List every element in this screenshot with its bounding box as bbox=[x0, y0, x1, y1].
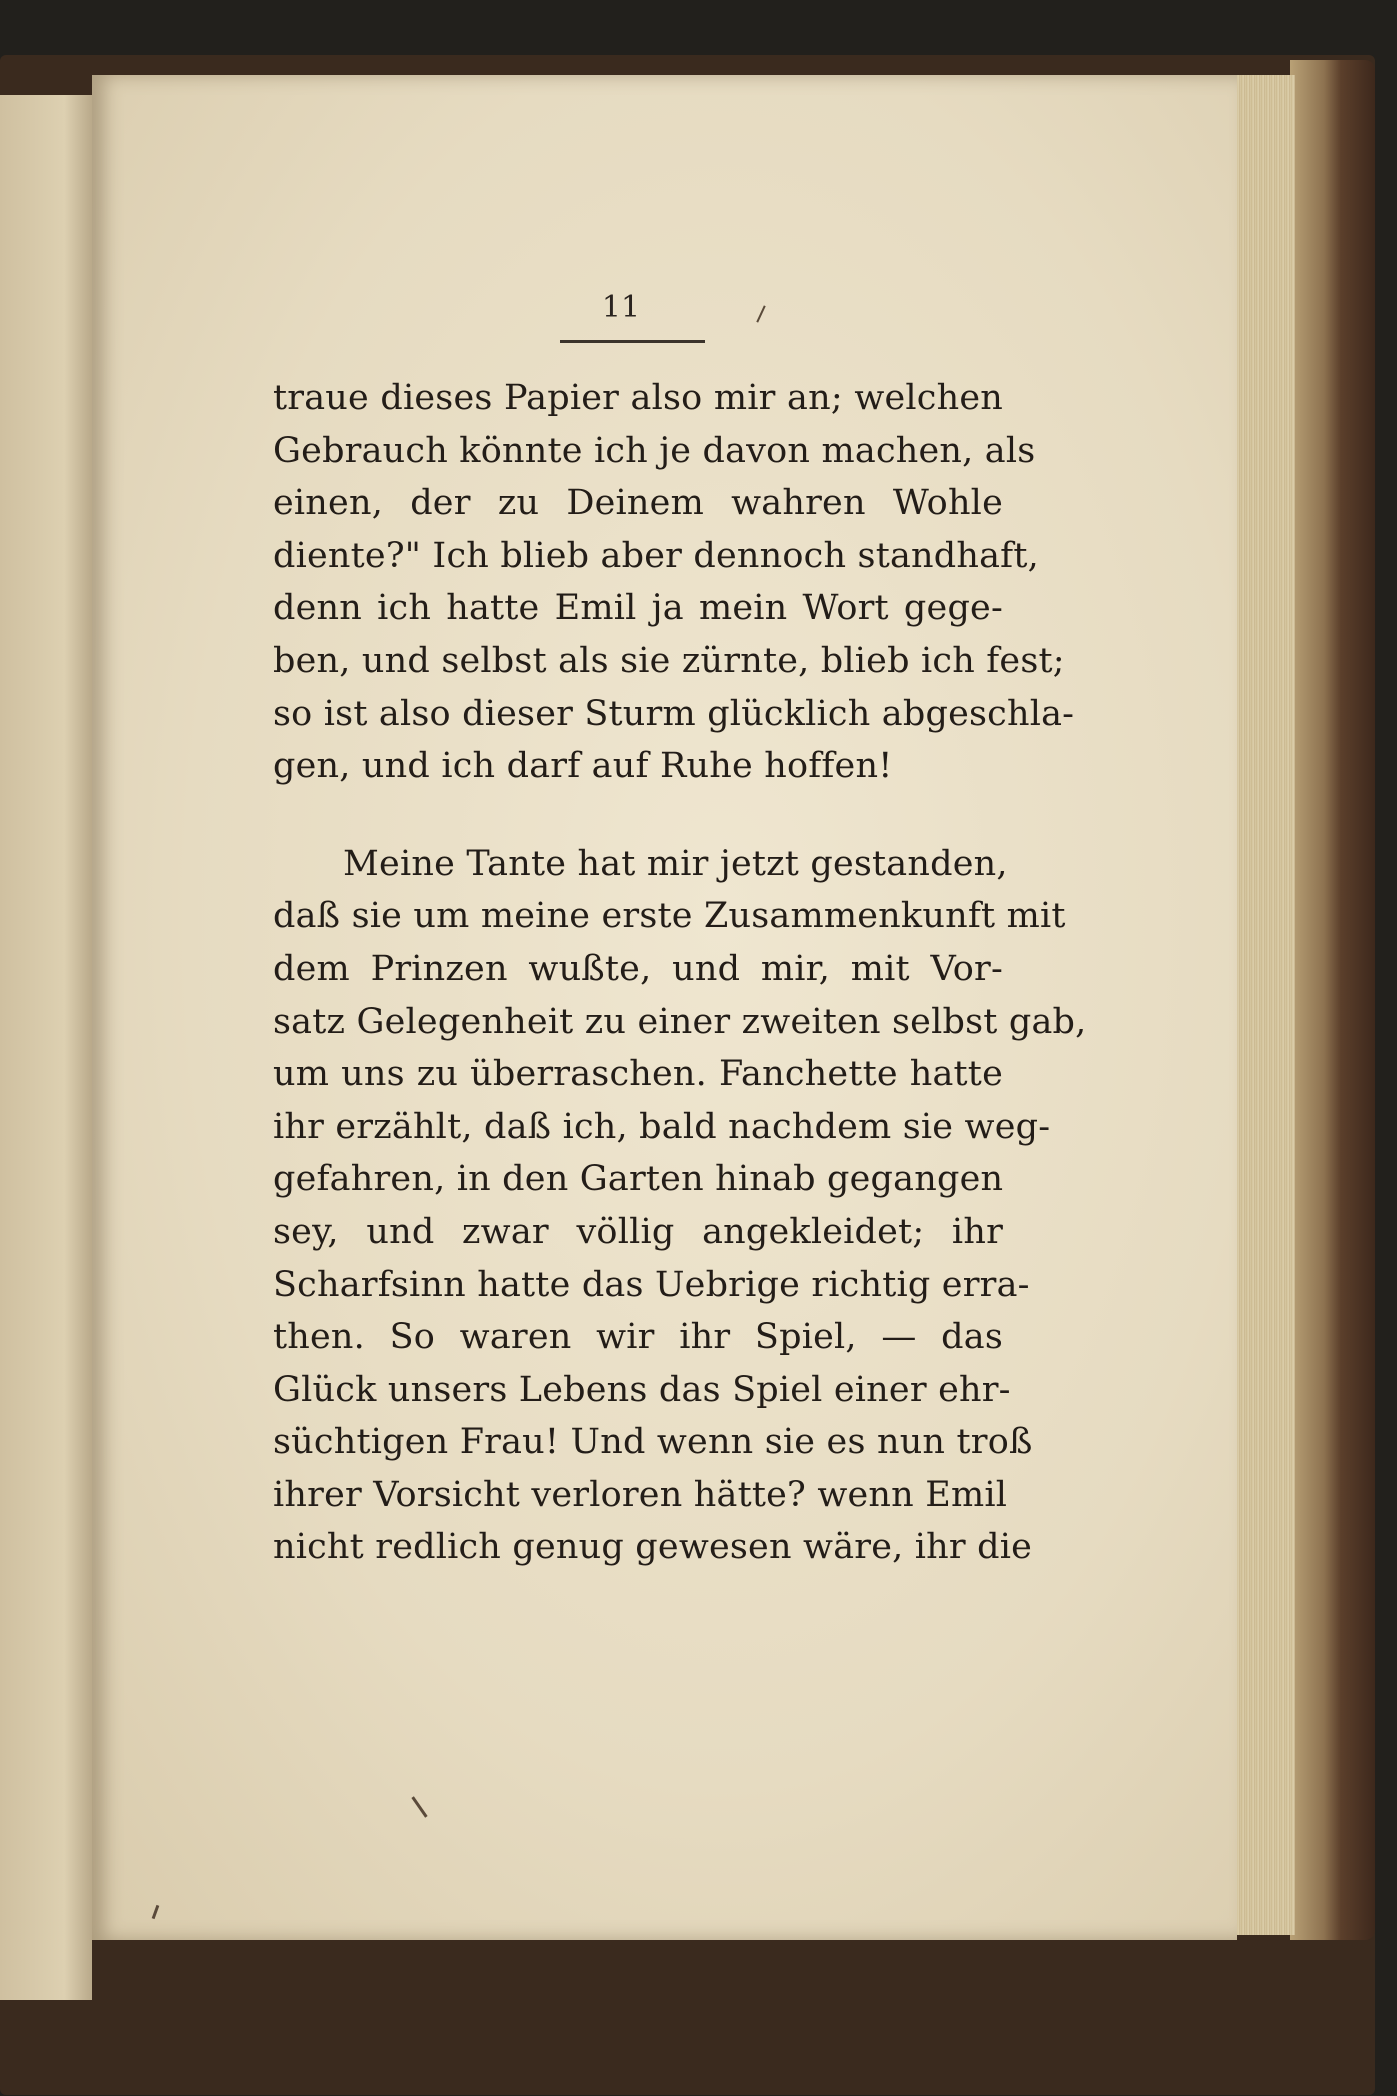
left-page-edge bbox=[0, 95, 92, 2000]
text-line: then. So waren wir ihr Spiel, — das bbox=[273, 1317, 1003, 1358]
text-line: so ist also dieser Sturm glücklich abgeschla- bbox=[273, 693, 1075, 734]
page-number: 11 bbox=[601, 290, 641, 325]
text-line: Meine Tante hat mir jetzt gestanden, bbox=[343, 843, 1008, 884]
book-spine bbox=[1290, 60, 1375, 1940]
text-line: diente?" Ich blieb aber dennoch standhaft, bbox=[273, 535, 1039, 576]
page-text bbox=[273, 372, 1087, 1574]
text-line: sey, und zwar völlig angekleidet; ihr bbox=[273, 1211, 1003, 1252]
text-line: Scharfsinn hatte das Uebrige richtig erra- bbox=[273, 1264, 1030, 1305]
text-line: Gebrauch könnte ich je davon machen, als bbox=[273, 430, 1036, 471]
text-line: Glück unsers Lebens das Spiel einer ehr- bbox=[273, 1369, 1011, 1410]
text-line: einen, der zu Deinem wahren Wohle bbox=[273, 483, 1003, 524]
text-line: gefahren, in den Garten hinab gegangen bbox=[273, 1159, 1004, 1200]
text-line: gen, und ich darf auf Ruhe hoffen! bbox=[273, 746, 893, 787]
text-line: um uns zu überraschen. Fanchette hatte bbox=[273, 1054, 1003, 1095]
text-line: süchtigen Frau! Und wenn sie es nun troß bbox=[273, 1422, 1033, 1463]
text-line: ben, und selbst als sie zürnte, blieb ich fest; bbox=[273, 640, 1065, 681]
text-line: nicht redlich genug gewesen wäre, ihr die bbox=[273, 1527, 1033, 1568]
text-line: dem Prinzen wußte, und mir, mit Vor- bbox=[273, 948, 1003, 989]
text-line: satz Gelegenheit zu einer zweiten selbst gab, bbox=[273, 1001, 1087, 1042]
header-rule bbox=[560, 340, 705, 343]
text-line: denn ich hatte Emil ja mein Wort gege- bbox=[273, 588, 1003, 629]
text-line: daß sie um meine erste Zusammenkunft mit bbox=[273, 896, 1066, 937]
text-line: ihr erzählt, daß ich, bald nachdem sie weg- bbox=[273, 1106, 1051, 1147]
text-line: traue dieses Papier also mir an; welchen bbox=[273, 378, 1003, 418]
text-line: ihrer Vorsicht verloren hätte? wenn Emil bbox=[273, 1474, 1008, 1515]
page-edges bbox=[1230, 75, 1295, 1935]
paragraph-gap bbox=[273, 793, 1003, 838]
